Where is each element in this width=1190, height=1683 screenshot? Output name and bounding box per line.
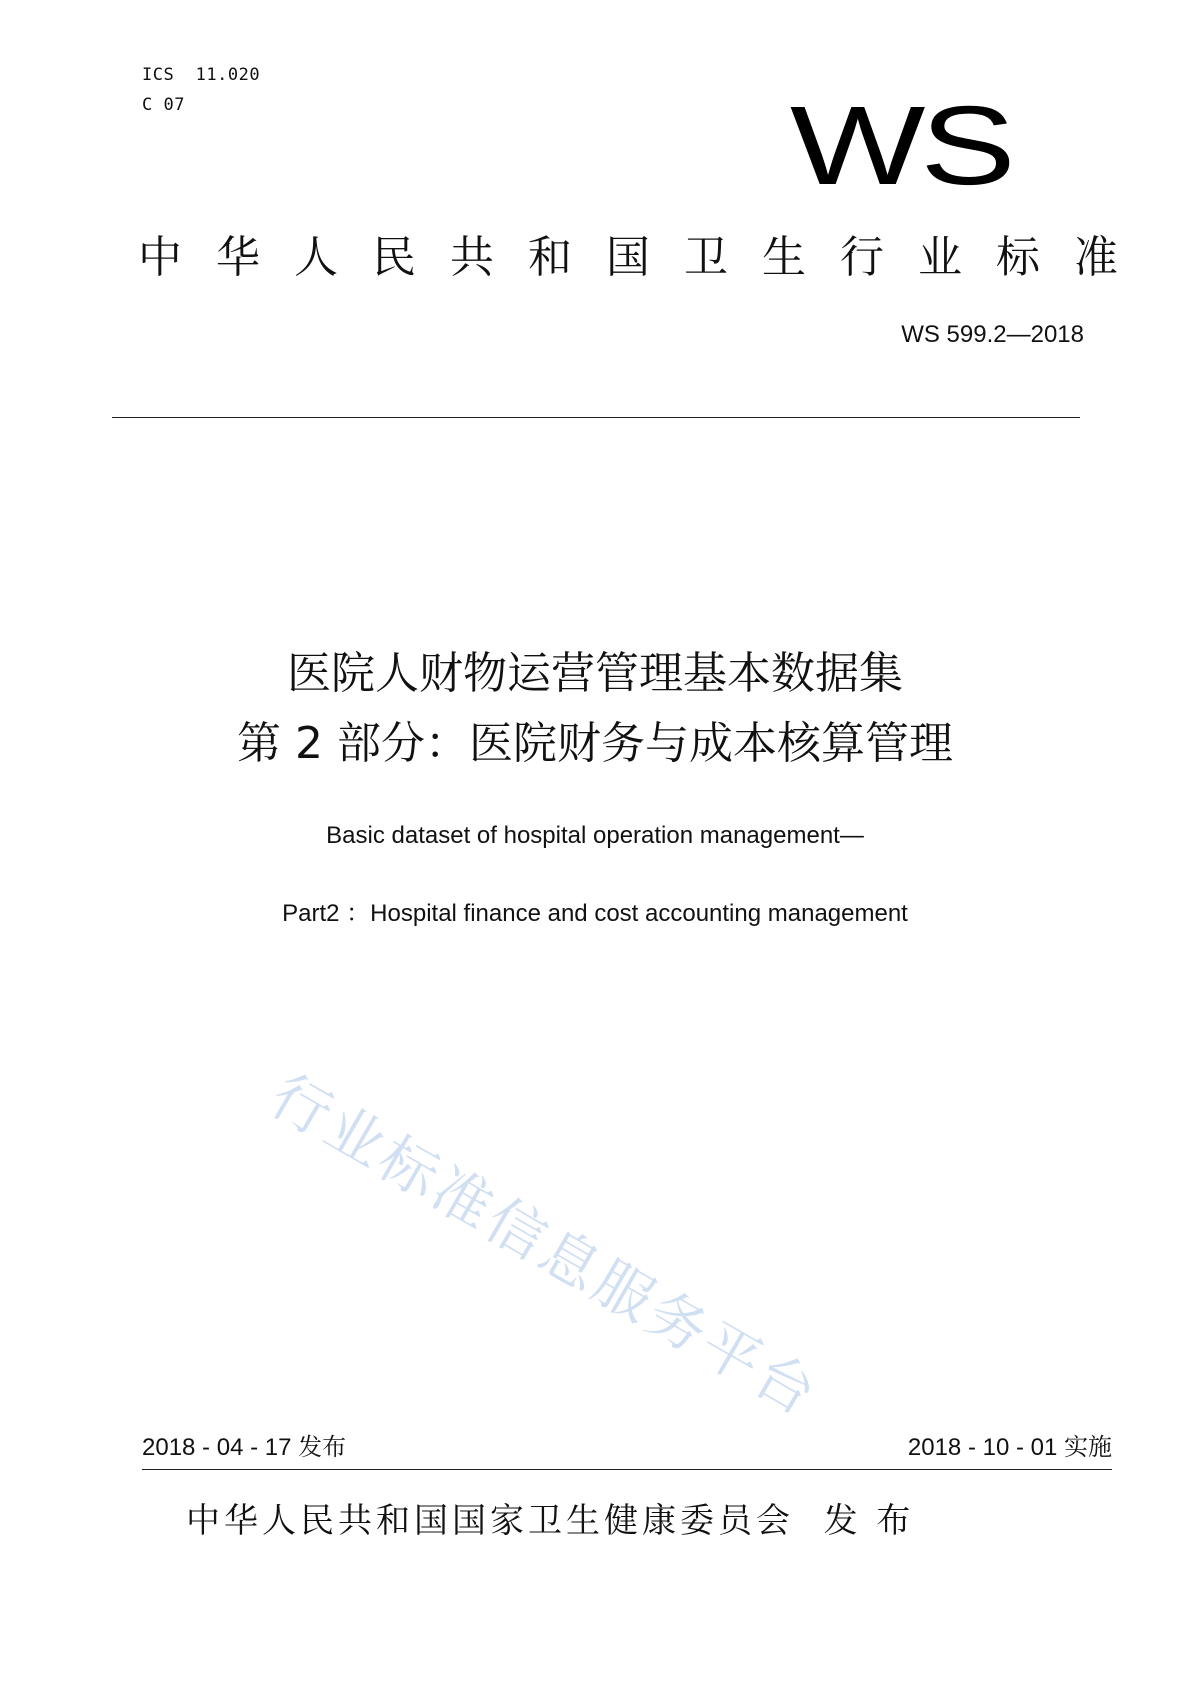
standard-category-char: 人 bbox=[294, 232, 338, 283]
ics-code: ICS 11.020 bbox=[142, 65, 261, 85]
standard-category-char: 准 bbox=[1074, 232, 1118, 283]
document-title-zh-line2: 第 2 部分：医院财务与成本核算管理 bbox=[237, 718, 953, 769]
document-title-en-line2: Part2 ：Hospital finance and cost accounting management bbox=[282, 900, 908, 927]
standard-category-char: 和 bbox=[528, 232, 572, 283]
publisher: 中华人民共和国国家卫生健康委员会 发 布 bbox=[186, 1501, 915, 1541]
document-title-zh-line1: 医院人财物运营管理基本数据集 bbox=[287, 648, 903, 699]
document-title-en-line1: Basic dataset of hospital operation management— bbox=[326, 822, 864, 849]
effective-date: 2018 - 10 - 01 实施 bbox=[907, 1434, 1112, 1461]
standard-category-char: 标 bbox=[996, 232, 1040, 283]
ccs-code: C 07 bbox=[142, 95, 185, 115]
standard-category-char: 行 bbox=[840, 232, 884, 283]
publish-date: 2018 - 04 - 17 发布 bbox=[142, 1434, 347, 1461]
standard-number: WS 599.2—2018 bbox=[901, 321, 1084, 348]
standard-category-char: 国 bbox=[606, 232, 650, 283]
standard-category-char: 民 bbox=[372, 232, 416, 283]
standard-category-char: 生 bbox=[762, 232, 806, 283]
watermark: 行业标准信息服务平台 bbox=[259, 1061, 831, 1431]
standard-category-char: 卫 bbox=[684, 232, 728, 283]
standard-category-char: 共 bbox=[450, 232, 494, 283]
standard-category-char: 中 bbox=[138, 232, 182, 283]
ics-ccs-block bbox=[142, 60, 260, 120]
standard-category-char: 业 bbox=[918, 232, 962, 283]
standard-category-title bbox=[138, 228, 1118, 288]
ws-logo: WS bbox=[790, 83, 1011, 208]
header-divider bbox=[112, 417, 1080, 418]
standard-category-char: 华 bbox=[216, 232, 260, 283]
footer-divider bbox=[142, 1469, 1112, 1470]
